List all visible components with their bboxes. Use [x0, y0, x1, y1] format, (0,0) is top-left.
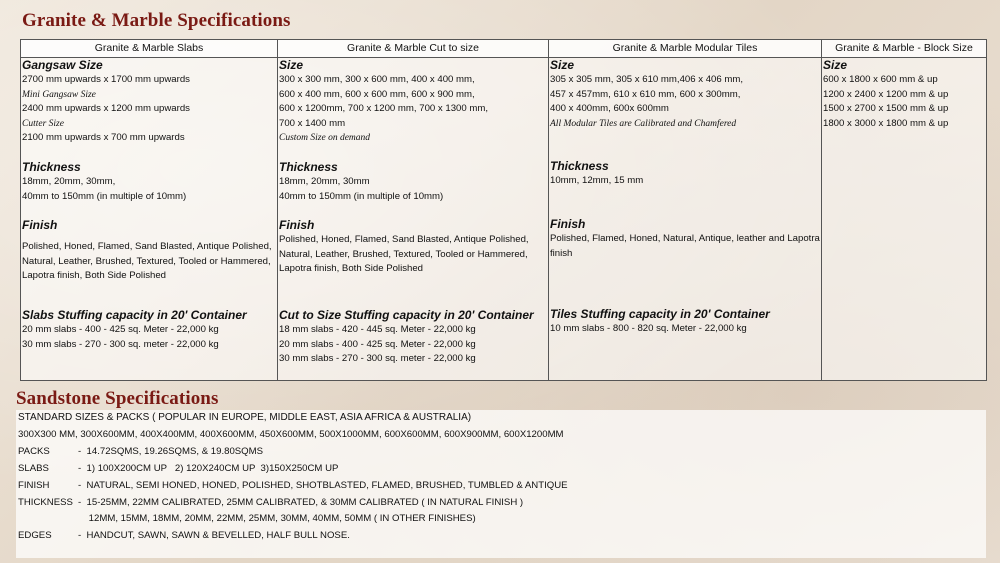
sandstone-sizes: 300X300 MM, 300X600MM, 400X400MM, 400X600MM, 450X600MM, 500X1000MM, 600X600MM, 600X900MM, 600X1200MM — [18, 428, 564, 440]
sandstone-row — [16, 511, 986, 528]
capacity-title: Tiles Stuffing capacity in 20' Container — [550, 306, 770, 321]
granite-spec-table — [20, 39, 987, 381]
finish-title: Finish — [279, 218, 315, 233]
capacity-line: 10 mm slabs - 800 - 820 sq. Meter - 22,000 kg — [550, 322, 747, 334]
size-line: 1800 x 3000 x 1800 mm & up — [823, 117, 949, 129]
size-line: 1500 x 2700 x 1500 mm & up — [823, 103, 949, 115]
block-cell — [822, 58, 987, 381]
thickness-line: 18mm, 20mm, 30mm, — [22, 175, 116, 187]
sandstone-row — [16, 444, 986, 461]
granite-title: Granite & Marble Specifications — [22, 10, 291, 31]
capacity-line: 18 mm slabs - 420 - 445 sq. Meter - 22,000 kg — [279, 324, 476, 336]
finish-title: Finish — [22, 218, 58, 233]
size-note: All Modular Tiles are Calibrated and Chamfered — [550, 118, 737, 129]
size-title: Size — [279, 58, 304, 72]
tiles-cell — [549, 58, 822, 381]
sandstone-row-label — [16, 511, 78, 528]
sandstone-panel — [16, 410, 986, 558]
size-line: 300 x 300 mm, 300 x 600 mm, 400 x 400 mm, — [279, 74, 475, 85]
table-body-row — [21, 58, 987, 381]
capacity-title: Slabs Stuffing capacity in 20' Container — [22, 308, 247, 323]
finish-title: Finish — [550, 216, 586, 231]
sandstone-standard: STANDARD SIZES & PACKS ( POPULAR IN EUROPE, MIDDLE EAST, ASIA AFRICA & AUSTRALIA) — [18, 412, 472, 423]
sandstone-rows — [16, 444, 986, 545]
size-note: Cutter Size — [22, 118, 64, 129]
size-line: 600 x 400 mm, 600 x 600 mm, 600 x 900 mm, — [279, 88, 475, 100]
size-note: Custom Size on demand — [279, 133, 371, 144]
sandstone-row-value: 12MM, 15MM, 18MM, 20MM, 22MM, 25MM, 30MM, 40MM, 50MM ( IN OTHER FINISHES) — [78, 513, 476, 525]
sandstone-row-label: THICKNESS — [18, 496, 73, 508]
sandstone-row-label: EDGES — [18, 530, 52, 542]
column-header-block: Granite & Marble - Block Size — [822, 40, 987, 58]
sandstone-row-label: FINISH — [18, 479, 50, 491]
thickness-title: Thickness — [279, 159, 338, 174]
sandstone-row-value: - NATURAL, SEMI HONED, HONED, POLISHED, SHOTBLASTED, FLAMED, BRUSHED, TUMBLED & ANTIQUE — [78, 479, 568, 491]
thickness-line: 18mm, 20mm, 30mm — [279, 175, 370, 187]
size-line: 700 x 1400 mm — [279, 117, 346, 129]
size-line: 400 x 400mm, 600x 600mm — [550, 103, 669, 115]
size-line: 2700 mm upwards x 1700 mm upwards — [22, 74, 190, 85]
thickness-line: 40mm to 150mm (in multiple of 10mm) — [22, 190, 187, 202]
sandstone-row — [16, 528, 986, 545]
size-line: 2400 mm upwards x 1200 mm upwards — [22, 103, 190, 115]
size-line: 1200 x 2400 x 1200 mm & up — [823, 88, 949, 100]
sandstone-row — [16, 495, 986, 512]
capacity-title: Cut to Size Stuffing capacity in 20' Container — [279, 308, 534, 323]
size-line: 457 x 457mm, 610 x 610 mm, 600 x 300mm, — [550, 88, 741, 100]
slabs-cell — [21, 58, 278, 381]
sandstone-row-value: - 15-25MM, 22MM CALIBRATED, 25MM CALIBRATED, & 30MM CALIBRATED ( IN NATURAL FINISH ) — [78, 496, 524, 508]
capacity-line: 20 mm slabs - 400 - 425 sq. Meter - 22,000 kg — [279, 338, 476, 350]
thickness-title: Thickness — [22, 159, 81, 174]
sandstone-row — [16, 461, 986, 478]
sandstone-row — [16, 478, 986, 495]
table-header-row — [21, 40, 987, 58]
finish-text: Polished, Flamed, Honed, Natural, Antique, leather and Lapotra finish — [550, 232, 820, 259]
size-note: Mini Gangsaw Size — [22, 89, 96, 100]
size-title: Size — [550, 58, 575, 72]
size-line: 600 x 1200mm, 700 x 1200 mm, 700 x 1300 mm, — [279, 103, 489, 115]
thickness-line: 10mm, 12mm, 15 mm — [550, 175, 644, 187]
size-title: Gangsaw Size — [22, 58, 103, 72]
capacity-line: 20 mm slabs - 400 - 425 sq. Meter - 22,000 kg — [22, 324, 219, 336]
size-line: 600 x 1800 x 600 mm & up — [823, 74, 938, 85]
thickness-title: Thickness — [550, 159, 609, 174]
sandstone-row-value: - HANDCUT, SAWN, SAWN & BEVELLED, HALF BULL NOSE. — [78, 530, 350, 542]
size-line: 2100 mm upwards x 700 mm upwards — [22, 132, 185, 144]
sandstone-title: Sandstone Specifications — [16, 388, 219, 409]
sandstone-row-label: SLABS — [18, 462, 49, 474]
sandstone-row-value: - 14.72SQMS, 19.26SQMS, & 19.80SQMS — [78, 445, 264, 457]
capacity-line: 30 mm slabs - 270 - 300 sq. meter - 22,000 kg — [279, 353, 476, 365]
finish-text: Polished, Honed, Flamed, Sand Blasted, Antique Polished, Natural, Leather, Brushed, Textured, Tooled or Hammered, Lapotra finish, Both Side Polished — [279, 234, 529, 275]
cut-cell — [278, 58, 549, 381]
column-header-cut: Granite & Marble Cut to size — [278, 40, 549, 58]
size-line: 305 x 305 mm, 305 x 610 mm,406 x 406 mm, — [550, 74, 744, 85]
sandstone-row-value: - 1) 100X200CM UP 2) 120X240CM UP 3)150X250CM UP — [78, 462, 339, 474]
column-header-slabs: Granite & Marble Slabs — [21, 40, 278, 58]
size-title: Size — [823, 58, 848, 72]
capacity-line: 30 mm slabs - 270 - 300 sq. meter - 22,000 kg — [22, 338, 219, 350]
thickness-line: 40mm to 150mm (in multiple of 10mm) — [279, 190, 444, 202]
column-header-tiles: Granite & Marble Modular Tiles — [549, 40, 822, 58]
sandstone-row-label: PACKS — [18, 445, 50, 457]
finish-text: Polished, Honed, Flamed, Sand Blasted, Antique Polished, Natural, Leather, Brushed, Textured, Tooled or Hammered, Lapotra finish, Both Side Polished — [22, 241, 272, 282]
